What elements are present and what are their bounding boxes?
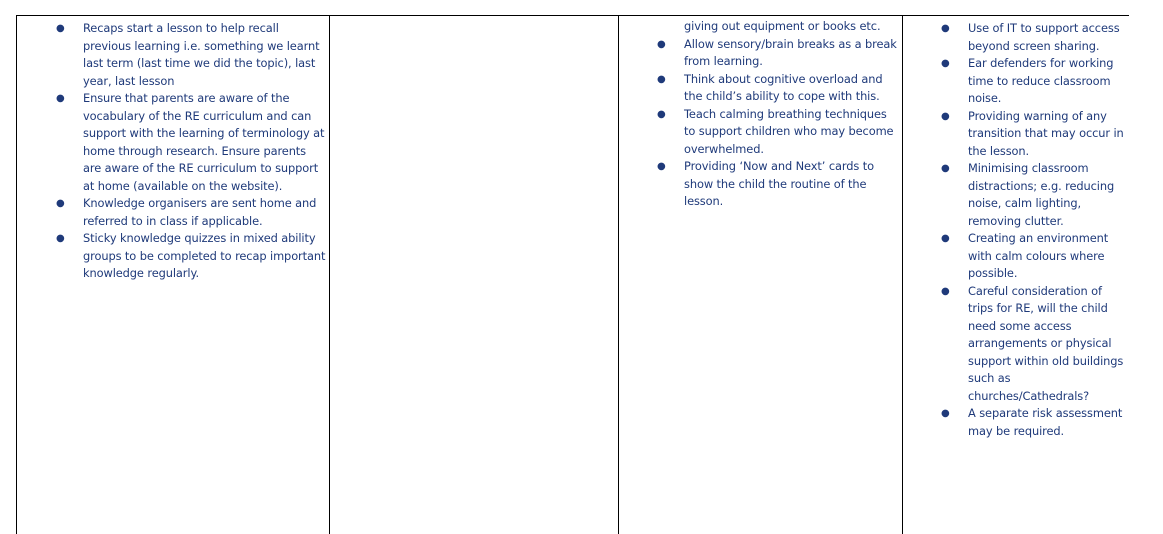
list-item (941, 405, 1128, 440)
list-item-text: Teach calming breathing techniques to support children who may become overwhelmed. (684, 106, 894, 156)
table-column-3 (619, 16, 903, 534)
list-item-text: Careful consideration of trips for RE, will the child need some access arrangements or physical support within old buildings such as churches/Cathedrals? (968, 283, 1124, 403)
bullet-icon: ● (941, 233, 950, 244)
bullet-icon: ● (657, 108, 666, 120)
list-item (941, 55, 1128, 108)
list-item-text: Creating an environment with calm colours where possible. (968, 231, 1109, 280)
list-item-text: Think about cognitive overload and the child’s ability to cope with this. (684, 71, 883, 103)
strategy-list (657, 18, 898, 211)
list-item-text: Recaps start a lesson to help recall previous learning i.e. something we learnt last term (last time we did the topic), last year, last lesson (83, 21, 320, 88)
list-item (941, 283, 1128, 406)
list-item (941, 160, 1128, 230)
bullet-icon: ● (941, 110, 950, 122)
list-item-text: giving out equipment or books etc. (684, 19, 881, 33)
list-item (941, 108, 1128, 161)
list-item-text: A separate risk assessment may be required. (968, 406, 1123, 438)
list-item-text: Sticky knowledge quizzes in mixed ability groups to be completed to recap important knowledge regularly. (83, 231, 326, 280)
list-item-text: Minimising classroom distractions; e.g. reducing noise, calm lighting, removing clutter. (968, 161, 1115, 228)
bullet-icon: ● (657, 161, 666, 172)
list-item (56, 195, 327, 230)
list-item (657, 71, 898, 106)
list-item (56, 230, 327, 283)
bullet-icon: ● (941, 163, 950, 174)
list-item-text: Providing ‘Now and Next’ cards to show the child the routine of the lesson. (684, 159, 874, 208)
list-item (657, 158, 898, 211)
list-item (657, 36, 898, 71)
list-item (56, 90, 327, 195)
list-item-text: Ensure that parents are aware of the vocabulary of the RE curriculum and can support with the learning of terminology at home through research. Ensure parents are aware of the RE curriculum to support at home (available on the website). (83, 91, 325, 193)
bullet-icon: ● (941, 285, 950, 297)
list-item-text: Knowledge organisers are sent home and referred to in class if applicable. (83, 196, 317, 228)
table-column-2 (330, 16, 619, 534)
list-item (941, 20, 1128, 55)
support-strategies-table (16, 15, 1129, 534)
bullet-icon: ● (941, 58, 950, 69)
bullet-icon: ● (56, 198, 65, 209)
list-item-text: Providing warning of any transition that may occur in the lesson. (968, 108, 1124, 158)
list-item-text: Ear defenders for working time to reduce classroom noise. (968, 56, 1114, 105)
bullet-icon: ● (657, 38, 666, 50)
table-column-1 (16, 16, 330, 534)
bullet-icon: ● (941, 23, 950, 34)
list-item (941, 230, 1128, 283)
list-item-text: Allow sensory/brain breaks as a break from learning. (684, 36, 897, 68)
list-item (56, 20, 327, 90)
bullet-icon: ● (56, 23, 65, 34)
bullet-icon: ● (56, 233, 65, 244)
list-item (657, 106, 898, 159)
bullet-icon: ● (941, 408, 950, 419)
strategy-list (941, 20, 1128, 440)
bullet-icon: ● (657, 73, 666, 85)
bullet-icon: ● (56, 93, 65, 104)
list-item-text: Use of IT to support access beyond screen sharing. (968, 21, 1120, 53)
list-item-continuation (684, 18, 898, 36)
table-column-4 (903, 16, 1129, 534)
strategy-list (56, 20, 327, 283)
